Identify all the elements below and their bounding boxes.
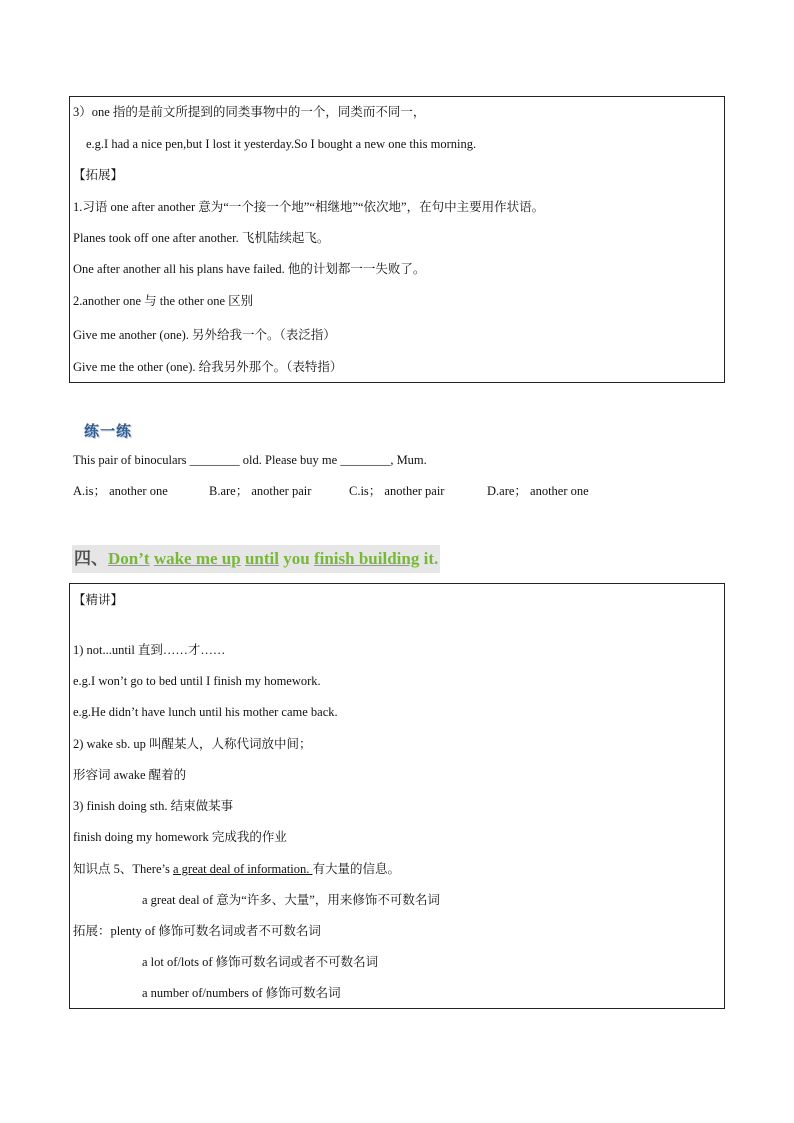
box2-line-4: e.g.He didn’t have lunch until his mother came back. [73,705,338,719]
kp5-underlined-phrase: a great deal of information. [172,862,313,876]
practice-option-b: B.are； another pair [209,484,312,498]
practice-option-c: C.is； another pair [349,484,445,498]
box2-line-10: a great deal of 意为“许多、大量”，用来修饰不可数名词 [142,893,440,907]
box2-line-6: 形容词 awake 醒着的 [73,768,187,782]
section-number: 四、 [74,549,108,569]
box2-line-3: e.g.I won’t go to bed until I finish my homework. [73,674,321,688]
box2-knowledge-point-5 [73,861,400,877]
heading-word-you: you [283,549,310,568]
heading-word-dont: Don’t [108,549,150,568]
box2-line-2: 1) not...until 直到……才…… [73,643,226,657]
box2-line-12: a lot of/lots of 修饰可数名词或者不可数名词 [142,955,379,969]
kp5-prefix: 知识点 5、There’s [73,862,173,876]
practice-title: 练一练 [84,422,133,440]
heading-word-until: until [244,549,279,568]
box2-line-11: 拓展：plenty of 修饰可数名词或者不可数名词 [73,924,321,938]
practice-option-d: D.are； another one [487,484,589,498]
kp5-translation: 有大量的信息。 [312,862,401,876]
box1-line-4: 1.习语 one after another 意为“一个接一个地”“相继地”“依次地”，在句中主要用作状语。 [73,200,545,214]
box1-line-9: Give me the other (one). 给我另外那个。（表特指） [73,360,343,374]
box2-line-8: finish doing my homework 完成我的作业 [73,830,287,844]
box1-line-5: Planes took off one after another. 飞机陆续起飞。 [73,231,330,245]
box2-line-13: a number of/numbers of 修饰可数名词 [142,986,341,1000]
box1-example: e.g.I had a nice pen,but I lost it yesterday.So I bought a new one this morning. [86,137,477,151]
practice-question: This pair of binoculars ________ old. Please buy me ________, Mum. [73,453,427,467]
box2-line-7: 3) finish doing sth. 结束做某事 [73,799,234,813]
heading-word-wake-me-up: wake me up [153,549,241,568]
heading-word-it: it. [423,549,439,568]
box2-jingjiang-heading: 【精讲】 [73,593,124,607]
box1-line-7: 2.another one 与 the other one 区别 [73,294,254,308]
box1-extension-heading: 【拓展】 [73,168,124,182]
box1-line-6: One after another all his plans have failed. 他的计划都一一失败了。 [73,262,426,276]
box2-line-5: 2) wake sb. up 叫醒某人，人称代词放中间； [73,737,312,751]
box1-line-8: Give me another (one). 另外给我一个。（表泛指） [73,328,336,342]
section-four-heading [72,545,440,573]
practice-option-a: A.is； another one [73,484,168,498]
heading-word-finish-building: finish building [313,549,420,568]
box1-line-1: 3）one 指的是前文所提到的同类事物中的一个，同类而不同一， [73,105,426,119]
